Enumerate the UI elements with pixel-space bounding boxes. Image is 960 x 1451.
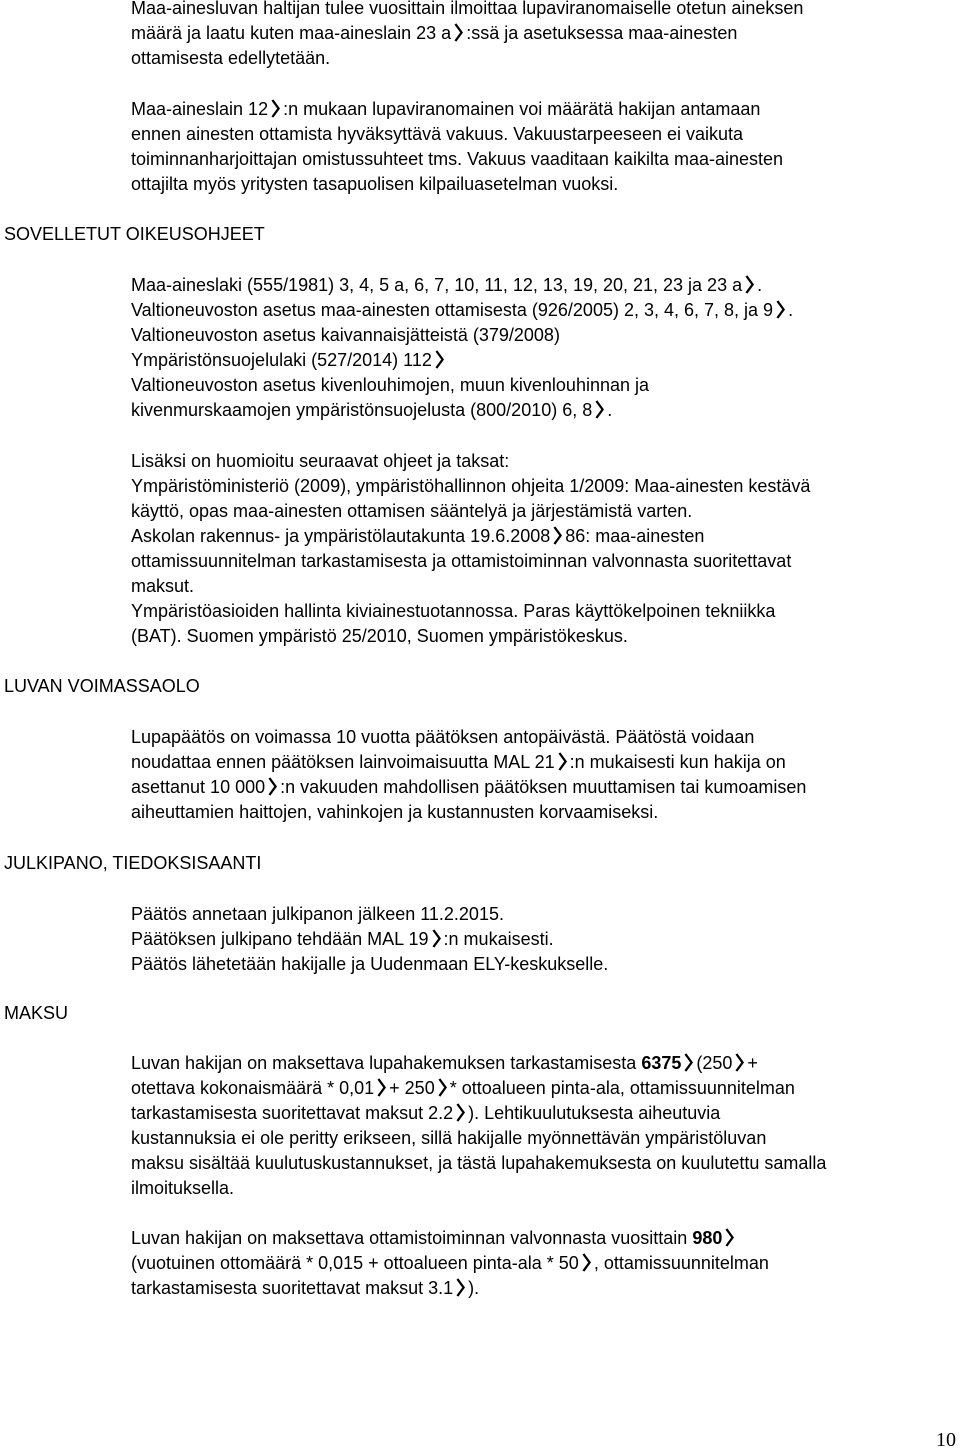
- section-sign-glyph-icon: [456, 1278, 465, 1297]
- section-heading-publication: JULKIPANO, TIEDOKSISAANTI: [4, 853, 262, 873]
- text-line: asettanut 10 000 :n vakuuden mahdollisen päätöksen muuttamisen tai kumoamisen: [131, 777, 807, 797]
- text-line: ilmoituksella.: [131, 1178, 235, 1198]
- section-heading-applied-law: SOVELLETUT OIKEUSOHJEET: [4, 224, 265, 244]
- euro-sign-glyph-icon: [735, 1053, 744, 1072]
- text-line: maksu sisältää kuulutuskustannukset, ja tästä lupahakemuksesta on kuulutettu samalla: [131, 1153, 827, 1173]
- section-heading-validity: LUVAN VOIMASSAOLO: [4, 676, 200, 696]
- text-line: kivenmurskaamojen ympäristönsuojelusta (800/2010) 6, 8 .: [131, 400, 613, 420]
- text-line: Luvan hakijan on maksettava ottamistoiminnan valvonnasta vuosittain 980: [131, 1226, 737, 1251]
- section-sign-glyph-icon: [454, 23, 463, 42]
- text-line: tarkastamisesta suoritettavat maksut 3.1 ).: [131, 1278, 480, 1298]
- euro-sign-glyph-icon: [725, 1228, 734, 1247]
- text-line: aiheuttamien haittojen, vahinkojen ja kustannusten korvaamiseksi.: [131, 802, 659, 822]
- section-sign-glyph-icon: [558, 752, 567, 771]
- text-line: Ympäristöministeriö (2009), ympäristöhallinnon ohjeita 1/2009: Maa-ainesten kestävä: [131, 476, 811, 496]
- text-line: ottajilta myös yritysten tasapuolisen kilpailuasetelman vuoksi.: [131, 174, 619, 194]
- section-sign-glyph-icon: [432, 929, 441, 948]
- text-line: Päätös lähetetään hakijalle ja Uudenmaan ELY-keskukselle.: [131, 954, 609, 974]
- text-line: Maa-ainesluvan haltijan tulee vuosittain ilmoittaa lupaviranomaiselle otetun aineksen: [131, 0, 804, 18]
- euro-sign-glyph-icon: [268, 777, 277, 796]
- text-line: määrä ja laatu kuten maa-aineslain 23 a :ssä ja asetuksessa maa-ainesten: [131, 23, 738, 43]
- text-line: noudattaa ennen päätöksen lainvoimaisuutta MAL 21 :n mukaisesti kun hakija on: [131, 752, 786, 772]
- fee-amount: 6375: [641, 1053, 682, 1073]
- text-line: Ympäristönsuojelulaki (527/2014) 112: [131, 348, 447, 373]
- section-sign-glyph-icon: [435, 350, 444, 369]
- text-line: kustannuksia ei ole peritty erikseen, sillä hakijalle myönnettävän ympäristöluvan: [131, 1128, 767, 1148]
- euro-sign-glyph-icon: [684, 1053, 693, 1072]
- section-sign-glyph-icon: [745, 275, 754, 294]
- text-line: Lupapäätös on voimassa 10 vuotta päätöksen antopäivästä. Päätöstä voidaan: [131, 727, 755, 747]
- text-line: Päätöksen julkipano tehdään MAL 19 :n mukaisesti.: [131, 929, 554, 949]
- page-number: 10: [936, 1429, 956, 1451]
- section-sign-glyph-icon: [456, 1103, 465, 1122]
- euro-sign-glyph-icon: [438, 1078, 447, 1097]
- text-line: Maa-aineslaki (555/1981) 3, 4, 5 a, 6, 7, 10, 11, 12, 13, 19, 20, 21, 23 ja 23 a .: [131, 275, 763, 295]
- section-heading-fee: MAKSU: [4, 1003, 69, 1023]
- text-line: käyttö, opas maa-ainesten ottamisen sääntelyä ja järjestämistä varten.: [131, 501, 693, 521]
- text-line: Askolan rakennus- ja ympäristölautakunta 19.6.2008 86: maa-ainesten: [131, 526, 705, 546]
- euro-sign-glyph-icon: [582, 1253, 591, 1272]
- text-line: Päätös annetaan julkipanon jälkeen 11.2.2015.: [131, 904, 504, 924]
- text-line: tarkastamisesta suoritettavat maksut 2.2 ). Lehtikuulutuksesta aiheutuvia: [131, 1103, 721, 1123]
- text-line: (BAT). Suomen ympäristö 25/2010, Suomen ympäristökeskus.: [131, 626, 628, 646]
- text-line: ottamissuunnitelman tarkastamisesta ja ottamistoiminnan valvonnasta suoritettavat: [131, 551, 792, 571]
- text-line: ottamisesta edellytetään.: [131, 48, 331, 68]
- text-line: Luvan hakijan on maksettava lupahakemuksen tarkastamisesta 6375 (250 +: [131, 1053, 758, 1073]
- text-line: (vuotuinen ottomäärä * 0,015 + ottoalueen pinta-ala * 50 , ottamissuunnitelman: [131, 1253, 769, 1273]
- section-sign-glyph-icon: [271, 99, 280, 118]
- text-line: Maa-aineslain 12 :n mukaan lupaviranomainen voi määrätä hakijan antamaan: [131, 99, 761, 119]
- text-line: ennen ainesten ottamista hyväksyttävä vakuus. Vakuustarpeeseen ei vaikuta: [131, 124, 744, 144]
- text-line: Ympäristöasioiden hallinta kiviainestuotannossa. Paras käyttökelpoinen tekniikka: [131, 601, 776, 621]
- section-sign-glyph-icon: [776, 300, 785, 319]
- text-line: Valtioneuvoston asetus kaivannaisjätteistä (379/2008): [131, 325, 560, 345]
- section-sign-glyph-icon: [553, 526, 562, 545]
- text-line: toiminnanharjoittajan omistussuhteet tms. Vakuus vaaditaan kaikilta maa-ainesten: [131, 149, 784, 169]
- text-line: Lisäksi on huomioitu seuraavat ohjeet ja taksat:: [131, 451, 510, 471]
- text-line: otettava kokonaismäärä * 0,01 + 250 * ottoalueen pinta-ala, ottamissuunnitelman: [131, 1078, 795, 1098]
- text-line: Valtioneuvoston asetus kivenlouhimojen, muun kivenlouhinnan ja: [131, 375, 650, 395]
- text-line: Valtioneuvoston asetus maa-ainesten ottamisesta (926/2005) 2, 3, 4, 6, 7, 8, ja 9 .: [131, 300, 794, 320]
- annual-fee-amount: 980: [692, 1228, 723, 1248]
- euro-sign-glyph-icon: [377, 1078, 386, 1097]
- text-line: maksut.: [131, 576, 195, 596]
- section-sign-glyph-icon: [595, 400, 604, 419]
